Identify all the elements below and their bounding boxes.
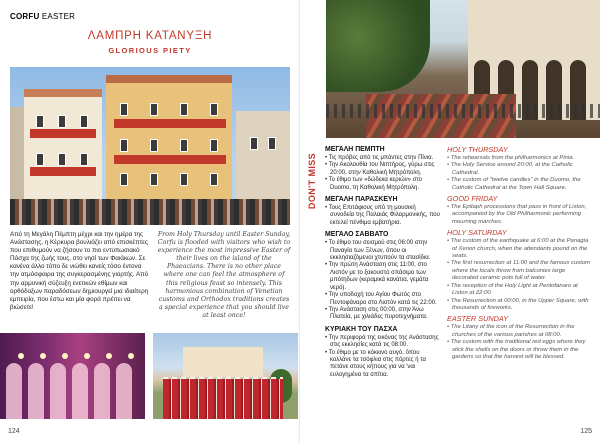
english-list-item: • The reception of the Holy Light at Pentofanaro at Liston at 22:00. <box>447 282 578 297</box>
title-english: GLORIOUS PIETY <box>108 46 192 55</box>
running-header <box>10 12 75 21</box>
page-number-left: 124 <box>8 428 20 435</box>
greek-section-friday <box>325 196 441 227</box>
english-section-friday <box>447 195 593 226</box>
greek-section-thursday <box>325 146 441 192</box>
english-section-heading: HOLY THURSDAY <box>447 145 508 154</box>
english-list-item: • The first resurrection at 11:00 and the famous custom where the locals throw from balconies large decorated ceramic pots full of water. <box>447 260 591 282</box>
greek-list-item: • Το έθιμο του σεισμού στις 06:00 στην Παναγία των Ξένων, όπου οι εκκλησιαζόμενοι χτυπούν τα στασίδια. <box>325 240 431 262</box>
english-list-item: • The Litany of the icon of the Resurrection in the churches of the various parishes at 08:00. <box>447 324 575 338</box>
english-schedule-column <box>447 146 593 364</box>
english-section-heading: HOLY SATURDAY <box>447 228 507 238</box>
english-list-item: • The Resurrection at 00:00, in the Upper Square, with thousands of fireworks. <box>447 297 589 311</box>
greek-schedule-column <box>325 146 441 383</box>
page-number-right: 125 <box>580 428 592 435</box>
english-section-heading: GOOD FRIDAY <box>447 194 498 204</box>
greek-section-sunday <box>325 326 441 379</box>
greek-section-heading: ΚΥΡΙΑΚΗ ΤΟΥ ΠΑΣΧΑ <box>325 325 398 333</box>
greek-list-item: • Τις πρόβες από τις μπάντες στην Πίνια. <box>325 155 434 161</box>
english-list-item: • The Holy Service around 20:00, at the Catholic Cathedral. <box>447 162 573 176</box>
photo-street-procession <box>326 0 600 138</box>
greek-list-item: • Την Ανάσταση στις 00:00, στην Άνω Πλατεία, με χιλιάδες πυροτεχνήματα. <box>325 306 428 321</box>
greek-section-heading: ΜΕΓΑΛΗ ΠΕΜΠΤΗ <box>325 146 385 153</box>
photo-night-arcade <box>0 333 145 419</box>
header-brand: CORFU <box>10 12 40 21</box>
english-section-saturday <box>447 229 593 312</box>
english-list-item: • The custom of the earthquake at 6:00 at the Panagia of Xenon church, when the attendants pound on the seats. <box>447 238 589 260</box>
greek-list-item: • Την πρώτη Ανάσταση στις 11:00, στο Λιστόν με το ξακουστό σπάσιμο των μπότηδων (κεραμικά κανάτια, γεμάτα νερό). <box>325 262 429 291</box>
english-section-thursday <box>447 146 593 192</box>
body-text-greek: Από τη Μεγάλη Πέμπτη μέχρι και την ημέρα της Ανάστασης, η Κέρκυρα βουλιάζει από επισκέπτες που επιθυμούν να ζήσουν το πιο εντυπωσιακό Πάσχα της ζωής τους, στο νησί των Φαιάκων. Σε κανένα άλλο τόπο δε νιώθει κανείς τόσο έντονα την ατμόσφαιρα της συγκερασμένης γιορτής. Από την αρμονική σύζευξη ενετικών εθίμων και ορθόδοξων παραδόσεων δημιουργεί μια ιδιαίτερη εμπειρία, που έστω και μία φορά πρέπει να βιώσετε! <box>10 231 149 311</box>
greek-section-heading: ΜΕΓΑΛΟ ΣΑΒΒΑΤΟ <box>325 231 389 239</box>
greek-list-item: • Το έθιμο των «δώδεκα κεριών» στο Duomo, τη Καθολική Μητρόπολη. <box>325 177 422 191</box>
greek-list-item: • Την περιφορά της εικόνας της Ανάστασης στις εκκλησίες κατά τις 08:00. <box>325 334 439 349</box>
english-list-item: • The rehearsals from the philharmonics at Pinia. <box>447 155 575 161</box>
photo-philharmonic-band <box>153 333 300 419</box>
greek-section-heading: ΜΕΓΑΛΗ ΠΑΡΑΣΚΕΥΗ <box>325 196 398 204</box>
greek-section-saturday <box>325 231 441 321</box>
dont-miss-label <box>305 146 319 220</box>
dont-miss-text: DON'T MISS <box>307 152 317 210</box>
english-list-item: • The Epitaph processions that pass in front of Liston, accompanied by the Old Philharmonic performing mourning marches. <box>447 204 587 225</box>
english-section-sunday <box>447 315 593 361</box>
greek-list-item: • Το έθιμο με το κόκκινο αυγό, όπου κολλάνε τα τσόφλια στις πόρτες ή τα πετάνε στους κήπους για να 'ναι ευλογημένα τα σπίτια. <box>325 349 426 378</box>
header-section: EASTER <box>41 12 76 21</box>
english-list-item: • The custom with the traditional red eggs where they stick the shells on the doors or throw them in the gardens so that the harvest will be blessed. <box>447 339 586 360</box>
greek-list-item: • Την υποδοχή του Αγίου Φωτός στο Πεντοφάναρο στο Λιστόν κατά τις 22:00. <box>325 292 437 306</box>
title-greek: ΛΑΜΠΡΗ ΚΑΤΑΝΥΞΗ <box>87 30 213 42</box>
english-section-heading: EASTER SUNDAY <box>447 314 509 324</box>
body-text-english: From Holy Thursday until Easter Sunday, Corfu is flooded with visitors who wish to experience the most impressive Easter of their lives on the island of the Phaeacians. There is no other place where one can feel the atmosphere of this religious feast so intensely. This harmonious combination of Venetian customs and Orthodox traditions creates a special experience that you should live at least once! <box>157 231 291 319</box>
english-list-item: • The custom of "twelve candles" in the Duomo, the Catholic Cathedral at the Town Hall Square. <box>447 177 581 191</box>
greek-list-item: • Τους Επιτάφιους υπό τη μουσική συνοδεία της Παλαιάς Φιλαρμονικής, που εκτελεί πένθιμα εμβατήρια. <box>325 205 440 226</box>
photo-easter-balconies <box>10 67 290 225</box>
greek-list-item: • Την Ακολουθία του Νιπτήρος, γύρω στις 20:00, στην Καθολική Μητρόπολη. <box>325 162 435 176</box>
